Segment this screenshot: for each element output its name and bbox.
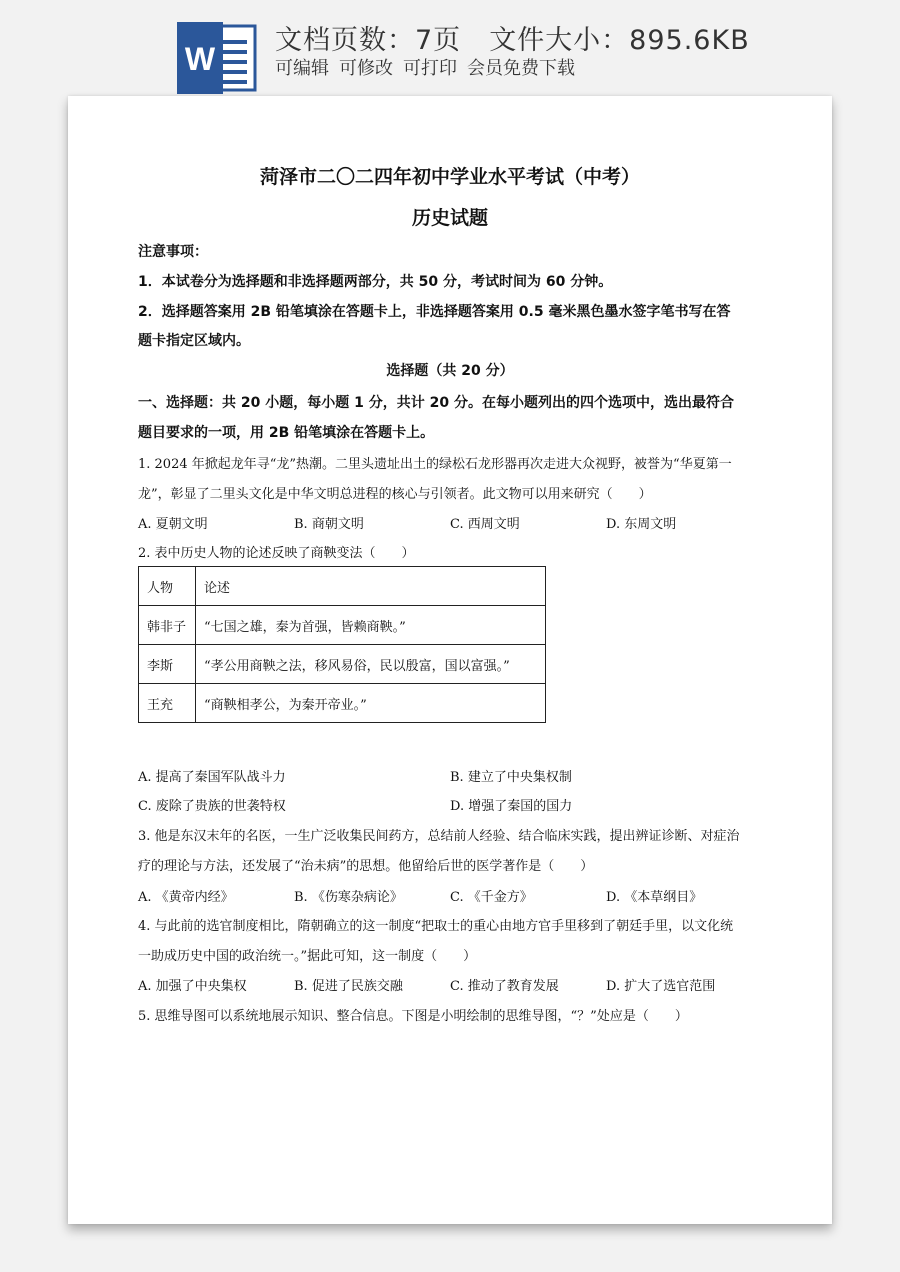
doc-meta-line xyxy=(275,18,778,57)
question-5-stem: 5. 思维导图可以系统地展示知识、整合信息。下图是小明绘制的思维导图，“？”处应是（ ） xyxy=(138,1009,688,1024)
q2-option-c: C. 废除了贵族的世袭特权 xyxy=(138,799,286,814)
exam-subtitle: 历史试题 xyxy=(411,207,488,229)
q2-option-b: B. 建立了中央集权制 xyxy=(450,770,572,785)
question-4-stem: 4. 与此前的选官制度相比，隋朝确立的这一制度“把取士的重心由地方官手里移到了朝廷手里，以文化统 xyxy=(138,919,734,934)
feature-list xyxy=(275,54,585,80)
q1-option-a: A. 夏朝文明 xyxy=(138,517,208,532)
q1-option-d: D. 东周文明 xyxy=(606,517,677,532)
historical-figures-table xyxy=(138,566,546,723)
file-size-label: 文件大小：895.6KB xyxy=(489,25,750,56)
section-title: 选择题（共 20 分） xyxy=(386,363,514,379)
q3-option-b: B. 《伤寒杂病论》 xyxy=(294,890,403,905)
q4-option-b: B. 促进了民族交融 xyxy=(294,979,403,994)
feature-modifiable: 可修改 xyxy=(339,58,393,79)
table-cell-person: 韩非子 xyxy=(139,606,196,645)
svg-text:W: W xyxy=(184,41,216,77)
feature-member-download[interactable]: 会员免费下载 xyxy=(467,58,575,79)
question-1-stem: 1. 2024 年掀起龙年寻“龙”热潮。二里头遗址出土的绿松石龙形器再次走进大众视野，被誉为“华夏第一 xyxy=(138,457,732,472)
table-header-cell: 论述 xyxy=(196,567,546,606)
q4-option-c: C. 推动了教育发展 xyxy=(450,979,559,994)
notice-item-2: 2．选择题答案用 2B 铅笔填涂在答题卡上，非选择题答案用 0.5 毫米黑色墨水签字笔书写在答 xyxy=(138,304,731,320)
table-cell-person: 王充 xyxy=(139,684,196,723)
question-1-stem-cont: 龙”，彰显了二里头文化是中华文明总进程的核心与引领者。此文物可以用来研究（ ） xyxy=(138,487,652,502)
question-3-stem-cont: 疗的理论与方法，还发展了“治未病”的思想。他留给后世的医学著作是（ ） xyxy=(138,859,594,874)
q3-option-a: A. 《黄帝内经》 xyxy=(138,890,234,905)
notice-heading: 注意事项： xyxy=(138,244,208,260)
q3-option-c: C. 《千金方》 xyxy=(450,890,533,905)
table-row xyxy=(139,684,546,723)
exam-title: 菏泽市二〇二四年初中学业水平考试（中考） xyxy=(259,166,640,188)
feature-printable: 可打印 xyxy=(403,58,457,79)
q2-option-a: A. 提高了秦国军队战斗力 xyxy=(138,770,286,785)
table-cell-quote: “七国之雄，秦为首强，皆赖商鞅。” xyxy=(196,606,546,645)
q3-option-d: D. 《本草纲目》 xyxy=(606,890,703,905)
q1-option-c: C. 西周文明 xyxy=(450,517,520,532)
section-instructions: 一、选择题：共 20 小题，每小题 1 分，共计 20 分。在每小题列出的四个选项中，选出最符合 xyxy=(138,395,734,411)
question-3-stem: 3. 他是东汉末年的名医，一生广泛收集民间药方，总结前人经验、结合临床实践，提出辨证诊断、对症治 xyxy=(138,829,740,844)
q4-option-a: A. 加强了中央集权 xyxy=(138,979,247,994)
q2-option-d: D. 增强了秦国的国力 xyxy=(450,799,573,814)
table-header-row xyxy=(139,567,546,606)
table-header-cell: 人物 xyxy=(139,567,196,606)
exam-paper-page xyxy=(68,96,832,1224)
table-row xyxy=(139,606,546,645)
table-cell-quote: “商鞅相孝公，为秦开帝业。” xyxy=(196,684,546,723)
feature-editable: 可编辑 xyxy=(275,58,329,79)
table-cell-quote: “孝公用商鞅之法，移风易俗，民以殷富，国以富强。” xyxy=(196,645,546,684)
table-cell-person: 李斯 xyxy=(139,645,196,684)
section-instructions-cont: 题目要求的一项，用 2B 铅笔填涂在答题卡上。 xyxy=(138,425,435,441)
download-banner xyxy=(0,0,900,100)
notice-item-1: 1．本试卷分为选择题和非选择题两部分，共 50 分，考试时间为 60 分钟。 xyxy=(138,274,613,290)
table-row xyxy=(139,645,546,684)
page-count-label: 文档页数：7页 xyxy=(275,25,462,56)
notice-item-2-cont: 题卡指定区域内。 xyxy=(138,333,250,349)
question-4-stem-cont: 一助成历史中国的政治统一。”据此可知，这一制度（ ） xyxy=(138,949,477,964)
q4-option-d: D. 扩大了选官范围 xyxy=(606,979,716,994)
q1-option-b: B. 商朝文明 xyxy=(294,517,364,532)
word-document-icon xyxy=(177,22,257,94)
question-2-stem: 2. 表中历史人物的论述反映了商鞅变法（ ） xyxy=(138,546,415,561)
